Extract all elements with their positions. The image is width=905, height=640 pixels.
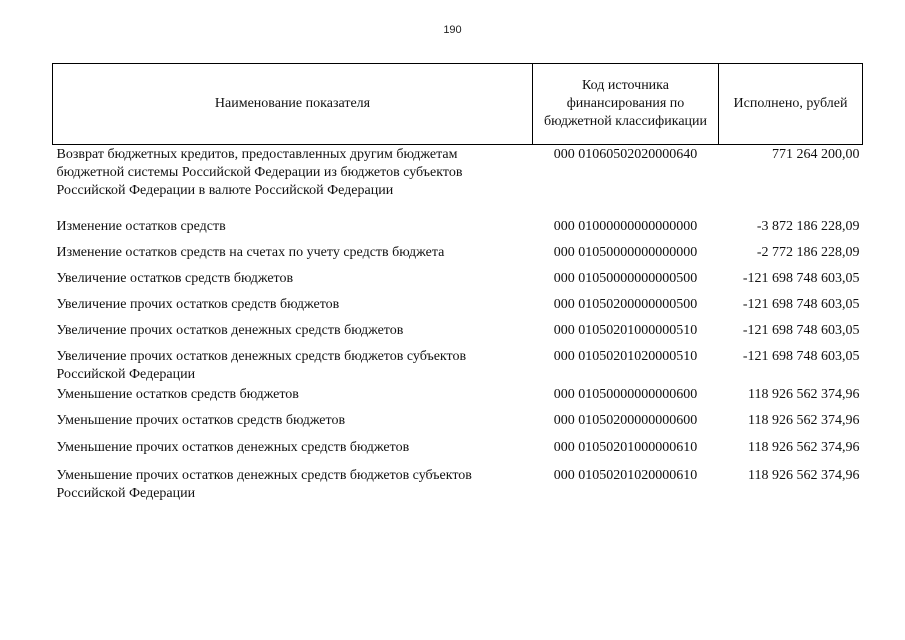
table-row [53, 348, 863, 386]
row-source-code: 000 01050201000000510 [553, 322, 698, 338]
row-executed-amount: 118 926 562 374,96 [748, 412, 860, 428]
row-indicator-name: Уменьшение прочих остатков денежных средств бюджетов субъектов Российской Федерации [56, 467, 472, 501]
row-indicator-name: Уменьшение прочих остатков средств бюджетов [56, 412, 346, 428]
row-indicator-name: Увеличение прочих остатков денежных средств бюджетов [56, 322, 404, 338]
row-source-code: 000 01050200000000500 [553, 296, 698, 312]
row-indicator-name: Увеличение остатков средств бюджетов [56, 270, 294, 286]
row-source-code: 000 01050000000000500 [553, 270, 698, 286]
table-row [53, 412, 863, 439]
table-row [53, 386, 863, 412]
table-row [53, 467, 863, 507]
row-executed-amount: 118 926 562 374,96 [748, 386, 860, 402]
row-indicator-name: Изменение остатков средств на счетах по учету средств бюджета [56, 244, 445, 260]
row-indicator-name: Уменьшение прочих остатков денежных средств бюджетов [56, 439, 410, 455]
table-header [53, 64, 863, 145]
table-row [53, 322, 863, 348]
table-row [53, 145, 863, 218]
financing-sources-table [52, 63, 863, 507]
row-source-code: 000 01050201000000610 [553, 439, 698, 455]
row-source-code: 000 01060502020000640 [553, 147, 698, 162]
row-executed-amount: -121 698 748 603,05 [742, 296, 860, 312]
header-row [53, 64, 863, 145]
table-row [53, 439, 863, 467]
row-source-code: 000 01000000000000000 [553, 218, 698, 234]
table-body [53, 145, 863, 507]
row-source-code: 000 01050201020000610 [553, 467, 698, 483]
row-executed-amount: -121 698 748 603,05 [742, 348, 860, 364]
row-executed-amount: 771 264 200,00 [772, 147, 860, 162]
row-source-code: 000 01050000000000000 [553, 244, 698, 260]
row-indicator-name: Возврат бюджетных кредитов, предоставленных другим бюджетам бюджетной системы Российской Федерации из бюджетов субъектов Российской Федерации в валюте Российской Федерации [56, 147, 463, 198]
table-row [53, 270, 863, 296]
header-indicator-name: Наименование показателя [53, 64, 533, 145]
table-row [53, 218, 863, 244]
row-executed-amount: -121 698 748 603,05 [742, 322, 860, 338]
row-indicator-name: Изменение остатков средств [56, 218, 226, 234]
row-indicator-name: Увеличение прочих остатков денежных средств бюджетов субъектов Российской Федерации [56, 348, 467, 382]
row-executed-amount: -121 698 748 603,05 [742, 270, 860, 286]
page-number: 190 [443, 24, 462, 36]
row-executed-amount: 118 926 562 374,96 [748, 439, 860, 455]
row-executed-amount: 118 926 562 374,96 [748, 467, 860, 483]
header-source-code: Код источника финансирования по бюджетной классификации [533, 64, 719, 145]
row-source-code: 000 01050000000000600 [553, 386, 698, 402]
header-executed-amount: Исполнено, рублей [719, 64, 863, 145]
table-row [53, 296, 863, 322]
table-row [53, 244, 863, 270]
row-indicator-name: Увеличение прочих остатков средств бюджетов [56, 296, 340, 312]
row-source-code: 000 01050200000000600 [553, 412, 698, 428]
row-executed-amount: -3 872 186 228,09 [756, 218, 860, 234]
row-indicator-name: Уменьшение остатков средств бюджетов [56, 386, 299, 402]
row-executed-amount: -2 772 186 228,09 [756, 244, 860, 260]
row-source-code: 000 01050201020000510 [553, 348, 698, 364]
